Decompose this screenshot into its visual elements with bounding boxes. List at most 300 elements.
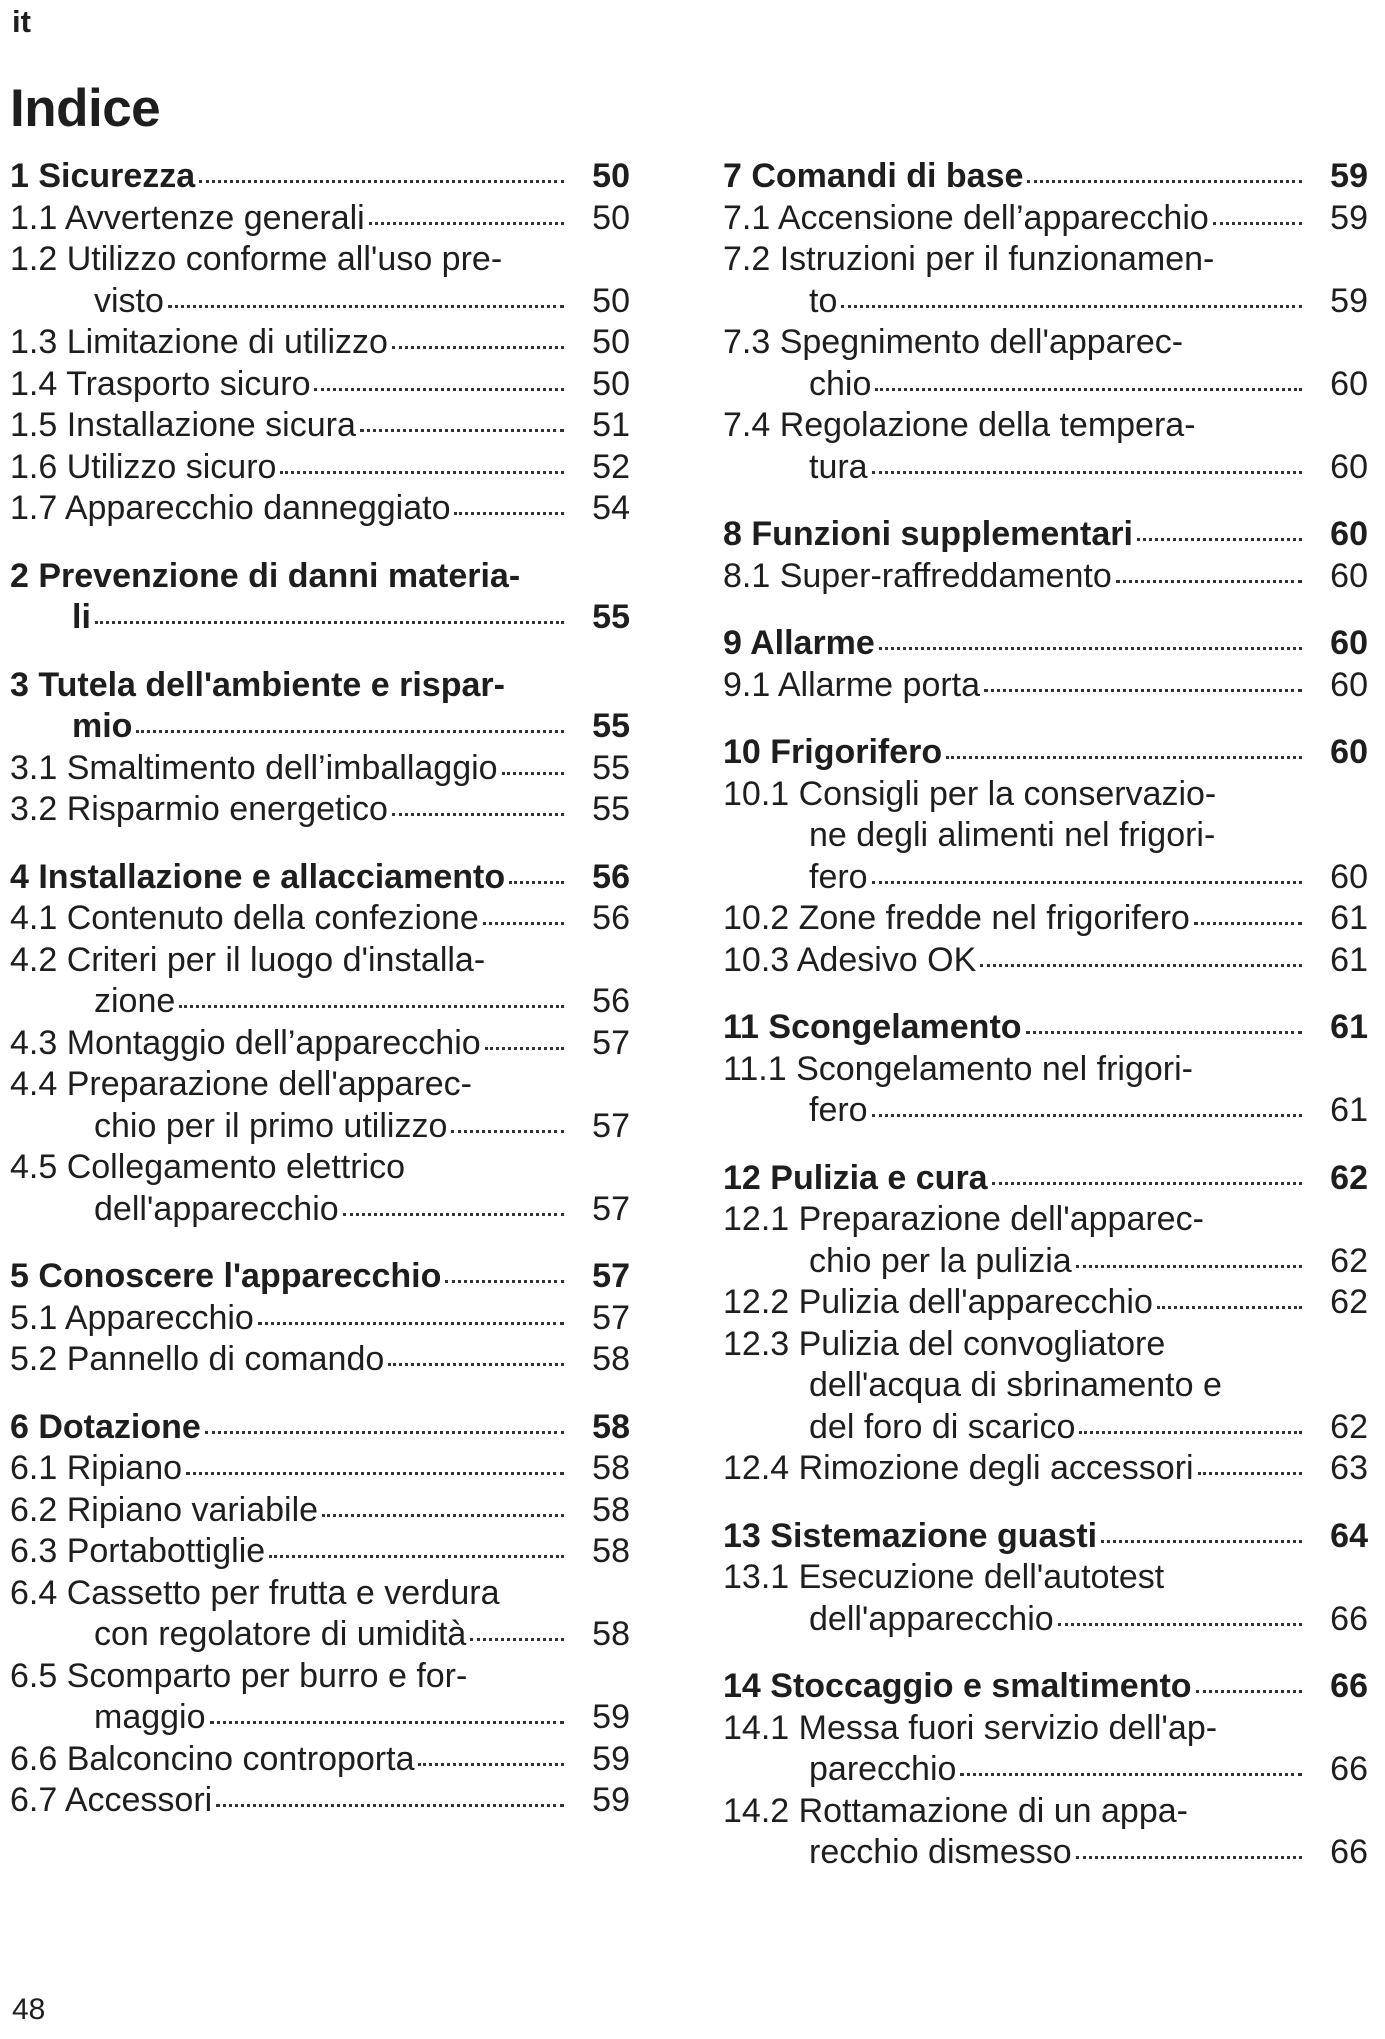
toc-entry[interactable] bbox=[10, 1448, 630, 1490]
toc-entry-line bbox=[723, 1749, 1368, 1791]
toc-section bbox=[10, 665, 630, 831]
toc-entry-text: 12.3 Pulizia del convogliatore bbox=[723, 1324, 1166, 1363]
toc-entry-line bbox=[723, 322, 1368, 364]
toc-dot-leader bbox=[485, 1047, 564, 1050]
toc-entry-text: 1.6 Utilizzo sicuro bbox=[10, 447, 277, 486]
toc-entry-text: to bbox=[809, 281, 838, 320]
toc-dot-leader bbox=[95, 621, 564, 624]
toc-entry-line bbox=[10, 1614, 630, 1656]
toc-entry[interactable] bbox=[723, 1282, 1368, 1324]
toc-entry[interactable] bbox=[723, 322, 1368, 405]
toc-entry-text: 9.1 Allarme porta bbox=[723, 665, 981, 704]
toc-entry-line bbox=[723, 815, 1368, 857]
toc-section bbox=[10, 556, 630, 639]
toc-section-heading[interactable] bbox=[10, 156, 630, 198]
toc-page-number: 59 bbox=[592, 1739, 630, 1778]
toc-entry-line bbox=[723, 364, 1368, 406]
toc-page-number: 64 bbox=[1330, 1516, 1368, 1555]
toc-entry-text: 14.2 Rottamazione di un appa- bbox=[723, 1791, 1188, 1830]
toc-heading-text: 4 Installazione e allacciamento bbox=[10, 857, 506, 896]
toc-page-number: 55 bbox=[592, 598, 630, 636]
toc-page-number: 60 bbox=[1330, 624, 1368, 662]
toc-entry-text: tura bbox=[809, 447, 868, 486]
toc-entry-text: 1.3 Limitazione di utilizzo bbox=[10, 323, 388, 361]
toc-heading-line bbox=[10, 665, 630, 707]
toc-dot-leader bbox=[1157, 1306, 1302, 1309]
toc-entry-text: chio bbox=[809, 364, 872, 403]
toc-section-heading[interactable] bbox=[723, 623, 1368, 665]
toc-section-heading[interactable] bbox=[10, 1407, 630, 1449]
toc-dot-leader bbox=[179, 1005, 564, 1008]
toc-dot-leader bbox=[872, 471, 1302, 474]
toc-entry-line bbox=[723, 1324, 1368, 1366]
toc-heading-text: 5 Conoscere l'apparecchio bbox=[10, 1257, 442, 1295]
toc-page-number: 61 bbox=[1330, 899, 1368, 937]
toc-page-number: 66 bbox=[1330, 1667, 1368, 1705]
toc-entry-line bbox=[723, 239, 1368, 281]
toc-entry-text: 12.2 Pulizia dell'apparecchio bbox=[723, 1283, 1153, 1321]
toc-entry-line bbox=[723, 1049, 1368, 1091]
toc-entry[interactable] bbox=[10, 1147, 630, 1230]
toc-entry[interactable] bbox=[723, 1557, 1368, 1640]
toc-page-number: 59 bbox=[1330, 198, 1368, 237]
toc-entry[interactable] bbox=[10, 239, 630, 322]
toc-heading-line bbox=[10, 1256, 630, 1298]
toc-entry[interactable] bbox=[723, 239, 1368, 322]
toc-heading-text: 9 Allarme bbox=[723, 624, 875, 662]
toc-dot-leader bbox=[1058, 1623, 1302, 1626]
toc-entry-line bbox=[10, 1189, 630, 1231]
toc-entry[interactable] bbox=[723, 665, 1368, 707]
toc-page-number: 55 bbox=[592, 707, 630, 745]
toc-entry-text: ne degli alimenti nel frigori- bbox=[809, 816, 1216, 854]
toc-entry-text: 7.1 Accensione dell’apparecchio bbox=[723, 198, 1209, 237]
toc-dot-leader bbox=[1076, 1265, 1302, 1268]
toc-page-number: 60 bbox=[1330, 556, 1368, 595]
toc-dot-leader bbox=[980, 964, 1302, 967]
toc-entry[interactable] bbox=[10, 1739, 630, 1781]
toc-dot-leader bbox=[199, 180, 564, 183]
toc-entry[interactable] bbox=[10, 364, 630, 406]
toc-section-heading[interactable] bbox=[723, 514, 1368, 556]
toc-page-number: 52 bbox=[592, 447, 630, 486]
toc-entry-line bbox=[10, 1064, 630, 1106]
toc-dot-leader bbox=[388, 1363, 564, 1366]
toc-heading-line bbox=[10, 597, 630, 639]
toc-entry-line bbox=[723, 1365, 1368, 1407]
toc-page-number: 57 bbox=[592, 1257, 630, 1295]
toc-entry-text: fero bbox=[809, 857, 868, 896]
toc-entry-text: 5.2 Pannello di comando bbox=[10, 1340, 385, 1378]
toc-entry-text: 10.3 Adesivo OK bbox=[723, 940, 977, 979]
toc-entry-text: 6.2 Ripiano variabile bbox=[10, 1490, 319, 1529]
toc-dot-leader bbox=[1213, 222, 1302, 225]
toc-page-number: 50 bbox=[592, 323, 630, 361]
toc-page-number: 62 bbox=[1330, 1283, 1368, 1321]
toc-dot-leader bbox=[875, 388, 1302, 391]
toc-page-number: 60 bbox=[1330, 364, 1368, 403]
toc-entry-text: 12.4 Rimozione degli accessori bbox=[723, 1449, 1194, 1487]
toc-entry-line bbox=[10, 1490, 630, 1532]
toc-entry-line bbox=[723, 1090, 1368, 1132]
toc-dot-leader bbox=[1198, 1472, 1302, 1475]
toc-page-number: 51 bbox=[592, 406, 630, 444]
toc-dot-leader bbox=[314, 388, 564, 391]
toc-entry[interactable] bbox=[10, 748, 630, 790]
toc-dot-leader bbox=[1079, 1431, 1302, 1434]
toc-dot-leader bbox=[322, 1514, 564, 1517]
toc-heading-line bbox=[10, 1407, 630, 1449]
toc-entry-line bbox=[10, 239, 630, 281]
toc-page-number: 66 bbox=[1330, 1833, 1368, 1871]
toc-dot-leader bbox=[960, 1773, 1302, 1776]
toc-entry-text: 4.1 Contenuto della confezione bbox=[10, 899, 479, 937]
toc-dot-leader bbox=[258, 1322, 564, 1325]
toc-dot-leader bbox=[872, 1114, 1302, 1117]
toc-heading-line bbox=[723, 514, 1368, 556]
toc-entry-text: 1.2 Utilizzo conforme all'uso pre- bbox=[10, 240, 503, 278]
toc-page-number: 58 bbox=[592, 1340, 630, 1378]
toc-heading-line bbox=[723, 1666, 1368, 1708]
toc-entry-text: dell'acqua di sbrinamento e bbox=[809, 1366, 1222, 1404]
toc-page-number: 50 bbox=[592, 364, 630, 403]
toc-entry-text: 4.3 Montaggio dell’apparecchio bbox=[10, 1023, 481, 1062]
toc-entry-text: 6.7 Accessori bbox=[10, 1781, 213, 1819]
toc-page-number: 57 bbox=[592, 1106, 630, 1145]
toc-entry-line bbox=[10, 1339, 630, 1381]
toc-dot-leader bbox=[343, 1213, 564, 1216]
toc-page-number: 62 bbox=[1330, 1241, 1368, 1280]
toc-section bbox=[723, 623, 1368, 706]
toc-page-number: 60 bbox=[1330, 515, 1368, 553]
toc-dot-leader bbox=[483, 922, 564, 925]
toc-page-number: 50 bbox=[592, 157, 630, 195]
toc-heading-line bbox=[723, 156, 1368, 198]
toc-page-number: 66 bbox=[1330, 1599, 1368, 1638]
toc-page-number: 58 bbox=[592, 1449, 630, 1487]
toc-entry-line bbox=[723, 1557, 1368, 1599]
toc-entry-line bbox=[10, 748, 630, 790]
toc-page-number: 57 bbox=[592, 1023, 630, 1062]
toc-entry[interactable] bbox=[10, 789, 630, 831]
toc-entry[interactable] bbox=[723, 1708, 1368, 1791]
toc-page-number: 59 bbox=[1330, 157, 1368, 195]
toc-page-number: 62 bbox=[1330, 1158, 1368, 1197]
toc-entry-line bbox=[723, 405, 1368, 447]
toc-entry-text: 10.2 Zone fredde nel frigorifero bbox=[723, 899, 1190, 937]
toc-entry-line bbox=[10, 940, 630, 982]
toc-entry[interactable] bbox=[10, 1573, 630, 1656]
toc-heading-line bbox=[723, 1007, 1368, 1049]
toc-entry-text: 7.3 Spegnimento dell'apparec- bbox=[723, 323, 1184, 361]
toc-entry-line bbox=[10, 1106, 630, 1148]
toc-section-heading[interactable] bbox=[723, 1666, 1368, 1708]
toc-dot-leader bbox=[1027, 180, 1302, 183]
toc-section bbox=[723, 732, 1368, 981]
toc-entry-text: 7.4 Regolazione della tempera- bbox=[723, 406, 1196, 444]
toc-entry-text: chio per la pulizia bbox=[809, 1241, 1072, 1280]
toc-entry-line bbox=[723, 1599, 1368, 1641]
toc-entry[interactable] bbox=[10, 1531, 630, 1573]
toc-entry[interactable] bbox=[10, 1780, 630, 1822]
toc-section bbox=[10, 857, 630, 1231]
toc-entry-line bbox=[10, 364, 630, 406]
toc-dot-leader bbox=[216, 1804, 564, 1807]
toc-entry[interactable] bbox=[723, 1448, 1368, 1490]
toc-heading-text: 14 Stoccaggio e smaltimento bbox=[723, 1667, 1192, 1705]
toc-entry-text: 1.1 Avvertenze generali bbox=[10, 198, 365, 237]
toc-page-number: 61 bbox=[1330, 1091, 1368, 1129]
toc-entry-text: 13.1 Esecuzione dell'autotest bbox=[723, 1558, 1165, 1596]
toc-dot-leader bbox=[360, 429, 564, 432]
toc-page-number: 57 bbox=[592, 1189, 630, 1228]
toc-section-heading[interactable] bbox=[723, 1516, 1368, 1558]
toc-entry-line bbox=[723, 940, 1368, 982]
toc-entry-text: 4.2 Criteri per il luogo d'installa- bbox=[10, 940, 486, 979]
toc-dot-leader bbox=[872, 881, 1302, 884]
page-number: 48 bbox=[12, 1993, 46, 2026]
toc-dot-leader bbox=[1076, 1856, 1302, 1859]
toc-dot-leader bbox=[136, 730, 564, 733]
toc-dot-leader bbox=[168, 305, 564, 308]
toc-entry-line bbox=[723, 447, 1368, 489]
toc-page-number: 63 bbox=[1330, 1449, 1368, 1487]
toc-heading-line bbox=[723, 1516, 1368, 1558]
toc-entry-text: fero bbox=[809, 1091, 868, 1129]
language-code: it bbox=[12, 4, 31, 39]
toc-dot-leader bbox=[369, 222, 564, 225]
toc-page-number: 60 bbox=[1330, 857, 1368, 896]
toc-entry-text: 6.4 Cassetto per frutta e verdura bbox=[10, 1573, 500, 1612]
toc-dot-leader bbox=[946, 756, 1302, 759]
toc-dot-leader bbox=[992, 1182, 1302, 1185]
toc-entry-text: chio per il primo utilizzo bbox=[94, 1106, 448, 1145]
toc-entry-text: 1.4 Trasporto sicuro bbox=[10, 364, 311, 403]
toc-entry[interactable] bbox=[723, 198, 1368, 240]
toc-page-number: 57 bbox=[592, 1298, 630, 1337]
toc-entry[interactable] bbox=[723, 774, 1368, 899]
toc-entry-text: 4.4 Preparazione dell'apparec- bbox=[10, 1065, 473, 1103]
toc-dot-leader bbox=[392, 346, 564, 349]
toc-section bbox=[723, 1516, 1368, 1641]
toc-entry[interactable] bbox=[10, 405, 630, 447]
toc-section bbox=[10, 156, 630, 530]
toc-section bbox=[723, 156, 1368, 488]
toc-heading-text: mio bbox=[72, 707, 133, 745]
toc-entry-line bbox=[723, 556, 1368, 598]
toc-entry[interactable] bbox=[10, 447, 630, 489]
toc-section-heading[interactable] bbox=[723, 1158, 1368, 1200]
toc-page-number: 58 bbox=[592, 1532, 630, 1570]
toc-entry-line bbox=[10, 981, 630, 1023]
toc-page-number: 55 bbox=[592, 790, 630, 828]
toc-entry[interactable] bbox=[10, 1298, 630, 1340]
toc-left-column bbox=[10, 156, 630, 1848]
toc-page-number: 58 bbox=[592, 1615, 630, 1653]
toc-entry[interactable] bbox=[10, 1656, 630, 1739]
toc-heading-text: li bbox=[72, 598, 91, 636]
toc-dot-leader bbox=[1137, 538, 1302, 541]
toc-heading-text: 11 Scongelamento bbox=[723, 1008, 1022, 1046]
toc-dot-leader bbox=[451, 1130, 564, 1133]
toc-entry-text: 1.7 Apparecchio danneggiato bbox=[10, 489, 451, 527]
toc-entry-line bbox=[723, 281, 1368, 323]
toc-dot-leader bbox=[509, 881, 564, 884]
toc-entry-line bbox=[723, 774, 1368, 816]
toc-dot-leader bbox=[445, 1280, 564, 1283]
toc-entry-text: con regolatore di umidità bbox=[94, 1615, 467, 1653]
toc-entry-line bbox=[723, 1282, 1368, 1324]
toc-entry-text: dell'apparecchio bbox=[809, 1599, 1054, 1638]
toc-page-number: 50 bbox=[592, 281, 630, 320]
toc-page-number: 60 bbox=[1330, 447, 1368, 486]
toc-heading-line bbox=[10, 556, 630, 598]
toc-entry-line bbox=[10, 1147, 630, 1189]
toc-entry-line bbox=[10, 1697, 630, 1739]
toc-dot-leader bbox=[392, 813, 564, 816]
toc-page-number: 59 bbox=[592, 1781, 630, 1819]
toc-heading-text: 7 Comandi di base bbox=[723, 157, 1024, 195]
toc-section-heading[interactable] bbox=[723, 732, 1368, 774]
toc-entry-text: 8.1 Super-raffreddamento bbox=[723, 556, 1112, 595]
toc-heading-line bbox=[723, 623, 1368, 665]
toc-entry[interactable] bbox=[723, 1324, 1368, 1449]
toc-heading-text: 10 Frigorifero bbox=[723, 733, 943, 771]
toc-heading-text: 2 Prevenzione di danni materia- bbox=[10, 556, 521, 595]
toc-dot-leader bbox=[470, 1638, 564, 1641]
toc-entry-line bbox=[723, 1791, 1368, 1833]
page-title: Indice bbox=[10, 79, 161, 138]
toc-page-number: 55 bbox=[592, 748, 630, 787]
toc-section bbox=[723, 1666, 1368, 1874]
toc-heading-line bbox=[10, 857, 630, 899]
toc-entry-line bbox=[10, 1739, 630, 1781]
toc-page-number: 61 bbox=[1330, 1008, 1368, 1046]
toc-heading-text: 13 Sistemazione guasti bbox=[723, 1516, 1098, 1555]
toc-entry[interactable] bbox=[10, 1023, 630, 1065]
toc-page-number: 56 bbox=[592, 899, 630, 937]
toc-section-heading[interactable] bbox=[723, 156, 1368, 198]
toc-entry[interactable] bbox=[10, 488, 630, 530]
toc-entry-text: 5.1 Apparecchio bbox=[10, 1298, 254, 1337]
toc-entry-line bbox=[723, 1241, 1368, 1283]
toc-entry-text: 12.1 Preparazione dell'apparec- bbox=[723, 1200, 1204, 1238]
toc-entry-line bbox=[10, 281, 630, 323]
toc-entry-line bbox=[723, 198, 1368, 240]
toc-page-number: 59 bbox=[1330, 281, 1368, 320]
toc-page-number: 56 bbox=[592, 857, 630, 896]
toc-dot-leader bbox=[1194, 922, 1302, 925]
toc-entry-text: 4.5 Collegamento elettrico bbox=[10, 1148, 406, 1186]
toc-entry-line bbox=[723, 1199, 1368, 1241]
toc-heading-text: 3 Tutela dell'ambiente e rispar- bbox=[10, 665, 505, 704]
toc-entry-text: 3.2 Risparmio energetico bbox=[10, 790, 388, 828]
toc-entry-line bbox=[10, 1656, 630, 1698]
toc-entry-text: 7.2 Istruzioni per il funzionamen- bbox=[723, 240, 1215, 278]
toc-entry[interactable] bbox=[723, 1199, 1368, 1282]
toc-section-heading[interactable] bbox=[10, 1256, 630, 1298]
toc-entry-line bbox=[723, 857, 1368, 899]
toc-entry-text: 6.3 Portabottiglie bbox=[10, 1532, 266, 1570]
toc-entry[interactable] bbox=[723, 556, 1368, 598]
toc-dot-leader bbox=[205, 1431, 564, 1434]
toc-entry-text: 10.1 Consigli per la conservazio- bbox=[723, 774, 1217, 813]
toc-section-heading[interactable] bbox=[723, 1007, 1368, 1049]
toc-dot-leader bbox=[1026, 1031, 1302, 1034]
toc-heading-line bbox=[723, 732, 1368, 774]
toc-heading-text: 12 Pulizia e cura bbox=[723, 1158, 988, 1197]
toc-dot-leader bbox=[879, 647, 1302, 650]
toc-page-number: 58 bbox=[592, 1407, 630, 1446]
toc-entry-text: 11.1 Scongelamento nel frigori- bbox=[723, 1049, 1193, 1088]
toc-entry-line bbox=[10, 789, 630, 831]
toc-entry-text: 6.5 Scomparto per burro e for- bbox=[10, 1656, 468, 1695]
toc-entry-line bbox=[10, 1531, 630, 1573]
toc-heading-line bbox=[10, 156, 630, 198]
toc-dot-leader bbox=[269, 1555, 564, 1558]
toc-entry-line bbox=[10, 322, 630, 364]
toc-entry-line bbox=[10, 198, 630, 240]
toc-page-number: 60 bbox=[1330, 665, 1368, 704]
toc-entry-text: del foro di scarico bbox=[809, 1407, 1076, 1446]
toc-entry[interactable] bbox=[10, 940, 630, 1023]
toc-entry[interactable] bbox=[723, 898, 1368, 940]
toc-entry-text: dell'apparecchio bbox=[94, 1189, 339, 1228]
toc-heading-text: 6 Dotazione bbox=[10, 1407, 201, 1446]
toc-entry-line bbox=[10, 1448, 630, 1490]
toc-heading-line bbox=[723, 1158, 1368, 1200]
toc-entry[interactable] bbox=[723, 1049, 1368, 1132]
toc-entry-line bbox=[10, 1780, 630, 1822]
toc-page-number: 50 bbox=[592, 198, 630, 237]
toc-entry-text: parecchio bbox=[809, 1750, 957, 1788]
toc-entry[interactable] bbox=[10, 198, 630, 240]
toc-entry-text: 6.1 Ripiano bbox=[10, 1449, 183, 1487]
toc-entry[interactable] bbox=[10, 1490, 630, 1532]
toc-entry-line bbox=[723, 1407, 1368, 1449]
toc-page-number: 60 bbox=[1330, 733, 1368, 771]
toc-entry[interactable] bbox=[10, 322, 630, 364]
toc-entry[interactable] bbox=[10, 1339, 630, 1381]
toc-entry-line bbox=[10, 1023, 630, 1065]
toc-heading-text: 8 Funzioni supplementari bbox=[723, 515, 1133, 553]
toc-dot-leader bbox=[418, 1763, 564, 1766]
toc-entry[interactable] bbox=[723, 405, 1368, 488]
toc-entry-line bbox=[723, 665, 1368, 707]
toc-entry-line bbox=[10, 488, 630, 530]
toc-entry-line bbox=[723, 898, 1368, 940]
toc-section-heading[interactable] bbox=[10, 857, 630, 899]
toc-entry-line bbox=[10, 1573, 630, 1615]
toc-dot-leader bbox=[1196, 1690, 1302, 1693]
toc-dot-leader bbox=[210, 1721, 564, 1724]
toc-section bbox=[10, 1256, 630, 1381]
toc-section bbox=[723, 514, 1368, 597]
toc-page-number: 59 bbox=[592, 1698, 630, 1736]
toc-entry[interactable] bbox=[10, 1064, 630, 1147]
toc-dot-leader bbox=[280, 471, 564, 474]
toc-section-heading[interactable] bbox=[10, 665, 630, 748]
toc-entry-text: 14.1 Messa fuori servizio dell'ap- bbox=[723, 1708, 1218, 1747]
toc-entry[interactable] bbox=[10, 898, 630, 940]
toc-section bbox=[10, 1407, 630, 1822]
toc-entry[interactable] bbox=[723, 940, 1368, 982]
toc-entry-text: zione bbox=[94, 982, 176, 1020]
toc-entry-line bbox=[10, 898, 630, 940]
toc-dot-leader bbox=[1101, 1540, 1302, 1543]
toc-section-heading[interactable] bbox=[10, 556, 630, 639]
toc-entry[interactable] bbox=[723, 1791, 1368, 1874]
